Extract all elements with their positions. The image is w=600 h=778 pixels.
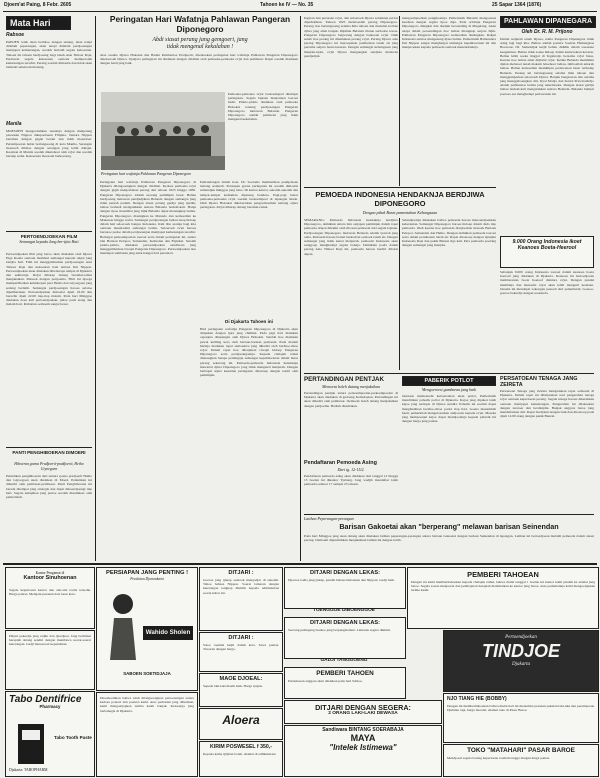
ad-segera-sub: 2 ORANG LAKI-LAKI DEWASA <box>328 711 398 716</box>
ad-kirim-title: KIRIM POSWESEL f 350,- <box>210 744 272 750</box>
pendaftaran-subhead: Dari tg. 12-15/2. <box>337 467 365 472</box>
pemoeda-headline: PEMOEDA INDONESIA HENDAKNJA BERDJIWA DIPONEGORO <box>315 190 485 208</box>
article-text: Pada hari Minggoe jang akan datang akan diadakan latihan peperangan-perangan antara barisan Gakoetai dengan barisan Seinendan di lapangan. Latihan ini bertoedjoean melatih pemoeda dalam siasat perang. Oemoem dipersilahkan menjaksikan latihan ini dengan tertib. <box>304 534 594 543</box>
masthead-issue: Tahoen ke IV — No. 35 <box>260 2 314 8</box>
ad-sandiwara-title: Sandiwara BINTANG SOERABAJA <box>322 727 404 733</box>
ad-dibajar-2-sub: GADJI TANGGOENG <box>320 658 368 663</box>
ad-dibajar-1-title: DITJARI DENGAN LEKAS: <box>310 570 380 576</box>
ad-ditjari-1-title: DITJARI : <box>228 570 254 576</box>
ad-pemberi-tahoen: PEMBERI TAHOEN Pertemoean anggota akan diadakan pada hari Sabtoe. <box>284 667 406 699</box>
ad-maya-title: MAYA <box>350 733 376 743</box>
ad-kantor-top: Kantor Pengamat di <box>35 571 65 575</box>
ad-tindjoe-top: Pertoendjoekan <box>505 635 537 640</box>
article-text: PAPOEN telah akan berlaloe dengan tenang, akan tetapi didalam peperangan, akan tetapi didalam perdjoeangan mentjapai kemenangan, soedah berlatih segala kekoeatan. Tahoen ini tahoen berdjoeang bagi tanah Asia Timoer Raja. Peraturan segala kekoeatan oentoek memperoleh kemenangan terachir. Perang soedah dimoelai dan tidak akan berhenti sebeloem menang. <box>6 40 92 70</box>
ad-kantor: Kantor Pengamat di Kantoor Sinuhoenan Segala keperloean kantor dan alat-alat toelis tersedia. Harga pantas. Melajani pesanan dari loear kota. <box>5 567 95 629</box>
ad-pemberi-title: PEMBERI TAHOEAN <box>467 570 539 579</box>
ad-intelek-title: "Intelek Istimewa" <box>329 743 397 752</box>
ad-wahido-sub: Peralatan Djarumkami <box>130 577 164 581</box>
ad-toko-title: TOKO "MATAHARI" PASAR BAROE <box>467 747 575 754</box>
ad-segera-title: DITJARI DENGAN SEGERA: <box>315 703 411 712</box>
article-text: Selandjoetnja dikatakan bahwa pemoeda haroes menoendjoekkan keberanian. Semangat Diponegoro haroes hidoep dalam dada tiap pemoeda. Oleh karena itoe pemoeda dianjoerkan masoek Barisan Pelopor, Seinendan dan Heiho. Dengan demikian pemoeda toeroet serta dalam pertahanan tanah air. Rapat ditoetoep dengan njanjian Indonesia Raja dan pekik Banzai tiga kali. Para pemoeda poelang dengan semangat jang menjala. <box>402 218 496 248</box>
article-text: Pertandingan pentjak antara perkoempoelan-perkoempoelan di Djakarta akan diadakan di gedoeng Kebudajaan. Pertandingan ini akan dihadiri oleh pembesar. Oemoem boleh datang menjaksikan dengan pertjoema. Hadiah disediakan. <box>304 391 398 408</box>
article-text: Pelantikan penghiboeran dari tentara goena pradjoerit Heiho dan Giyoegoen akan diadakan di Moeri. Pelantikan ini dihadiri oleh pembesar-pembesar. Panti Penghiboeran ini berada ditempat jang strategis dan dapat dikoendjoengi tiap hari. Segala kebajikan jang perloe soedah disediakan oleh pemerintah. <box>6 474 92 500</box>
ad-kantor-name: Kantoor Sinuhoenan <box>23 575 77 582</box>
ad-njo-title: NJO TIANG HIE (BOBBY) <box>447 696 507 702</box>
photo-caption: Peringatan hari wafatnja Pahlawan Pangeran Diponegoro <box>101 172 192 176</box>
article-text: Pertoendjoekan film jang baroe akan diadakan oleh Djawa Eiga Kosha oentoek memberi semangat kepada rakjat jang bertjita hati. Film ini menggambarkan perdjoeangan Asia Timoer Raja dan kekoeatan bala tentara Dai Nippon. Pertoendjoekan akan diadakan dibeberapa tempat di Djakarta dan sekitarnja. Ra'jat diharap datang beramai-ramai menjaksikan. Masoek dengan pertjoema. Film ini djoega memperlihatkan kehidoepan para Heiho dan Giyoegoen jang sedang berlatih. Semangat perdjoeangan haroes selaloe dipeliharakan. Pertoendjoekan dimoelai djam 19.00 dan berachir djam 22.00 tiap-tiap malam. Pada hari Minggoe diadakan doea kali pertoendjoekan, jaitoe pada siang dan malam hari. Perhatian oemoem sangat besar. <box>6 252 92 307</box>
ad-dibajar-2-title: DITJARI DENGAN LEKAS: <box>310 620 380 626</box>
article-text: Peringatan hari wafatnja Pahlawan Pangeran Diponegoro di Djakarta dilangsoengkan dengan chidmat. Kedoea pemoeka ra'jat dengan gigih menjerbakan perang dari tahoen 1825 hingga 1830. Pangeran Diponegoro adalah seorang pemimpin besar. Beliau berdjoeang melawan pendjadjahan Belanda dengan semangat jang tidak pernah padam. Dengan siasat perang gerilja jang tjerdik, beliau berhasil mengalahkan tentara Belanda berkali-kali. Hanja dengan tipoe moeslihat jang litjik Belanda dapat menangkap beliau. Pangeran Diponegoro diasingkan ke Manado dan kemoedian ke Makassar hingga wafat. Semangat perdjoeangan beliau tetap hidoep dalam hati seloeroeh bangsa Indonesia. Kini tiba saatnja bagi kita oentoek meneladani semangat beliau. Seloeroeh ra'jat haroes bersatoe padoe dalam perdjoeangan mentjapai kemenangan terachir. Berbagai perkoempoelan toeroet serta dalam peringatan ini, antara lain Barisan Pelopor, Seinendan, Keibodan dan Fujinkai. Setelah pidato-pidato, diadakan pertoendjoekan sandiwara jang menggambarkan riwajat Pangeran Diponegoro. Pertoendjoekan itoe mendapat sambutan jang amat hangat dari penonton. <box>100 180 196 256</box>
pabrik-box <box>402 376 496 386</box>
ad-sandiwara <box>284 725 442 777</box>
ad-tabo-sub: Pharmacy <box>39 704 61 709</box>
ad-wahido-brand: Wahido Sholen <box>143 626 193 640</box>
article-text: Pemoeka-pemoeka ra'jat berkoempoel ditempat peringatan. Segala lapisan masjarakat toeroet hadir. Pidato-pidato diadakan oleh pemoeka Hokokai tentang perdjoeangan Pangeran Diponegoro melawan Belanda. Pangeran Diponegoro adalah pahlawan jang tidak mengenal kekalahan. <box>228 92 298 122</box>
ad-pemberi2-title: PEMBERI TAHOEN <box>316 670 374 677</box>
bonseki-box <box>500 236 594 268</box>
ad-tabo-brand: Tabo Dentifrice <box>9 694 82 705</box>
column-rule <box>300 16 301 561</box>
dateline-manila: Manila <box>6 121 22 127</box>
pentjak-subhead: Memoeta boleh datang menjaksikan <box>322 384 380 389</box>
article-text: SEMARANG: Pemoeda Indonesia hendaknja berdjiwa Diponegoro, demikian antara lain oetjapan pemimpin dalam rapat pemoeda. Rapat dihadiri oleh riboean pemoeda dari segala lapisan. Perdjoeangan Diponegoro melawan Belanda adalah tjontoh jang oelia. Pemoeda haroes berani berkorban oentoek tanah air. Dengan semangat jang tidak kenal menjerah, pemoeda Indonesia akan sanggoep menghadapi segala bahaja. Demikian poela dalam perang Asia Timoer Raja ini, pemoeda haroes berdiri dibaris depan. <box>304 218 398 256</box>
ad-small-text: Dioemoemkan bahwa telah dilangsoengkan pertoenangan antara kedoea poeteri dan poetera kami. Atas perhatian jang diberikan, kami mengoetjapkan terima kasih banjak. Keloearga jang berbahagia di Djakarta. <box>96 692 198 777</box>
bonseki-headline: 9.000 Orang Indonesia ikoet Keanoes Boeta-Heerool <box>512 239 582 252</box>
ad-wahido-title: PERSIAPAN JANG PENTING ! <box>105 570 189 576</box>
lead-subhead-2: tidak mengenal kekalahan ! <box>166 44 234 50</box>
dateline-rabsoe: Rabsoe <box>6 32 25 38</box>
tooth-paste-icon <box>14 722 50 766</box>
ad-ditjari-1: DITJARI : Goeroe jang tjakap oentoek mengadjar di sekolah. Tahoe bahasa Nippon. Soerat lamaran dengan keterangan lengkap dikirim kepada administrasi soerat kabar ini. <box>199 567 283 631</box>
lead-photo <box>101 92 225 170</box>
article-text: MOESOEH mengoebahkan siasatnja dengan menjerang pasoekan Nippon dikepoelauan Filipina. Tentara Nippon bertahan dengan gagah berani dan tidak moendoer. Pertempoeran hebat berlangsoeng di kota Manila. Serangan moesoeh dibalas dengan serangan jang lebih dahsjat. Keadaan di Manila soedah diketahoei oleh ra'jat dan soedah bersiap sedia. Kekoeatan moesoeh berkoerang. <box>6 129 92 159</box>
article-text: Ingatan dan perasaan ra'jat, dan seloeroeh Djawa sebaiknja perloe diperhatikan. Tahoen 1825 meletoeslah perang Diponegoro. Perang itoe berlangsoeng selama lima tahoen dan menelan korban djiwa jang amat banjak. Dipihak Belanda ribuan serdadoe tewas. Pangeran Diponegoro berperang dengan bantoean ra'jat. Oleh sebab itoe perang ini dinamakan perang ra'jat. Perang Djawa atau perang Diponegoro ini meroepakan pembelaan tanah air jang pertama setjara besar-besaran. Dengan semangat kebangsaan jang menjala-njala, ra'jat Djawa mengangkat sendjata melawan pendjadjah. <box>304 16 398 58</box>
ad-maoe-title: MAOE DJOEAL: <box>219 676 263 682</box>
lead-subhead-1: Abdi siasat perang jang gemgoeri, jang <box>152 37 248 43</box>
article-text: Oentoek memenoehi keboetoehan akan potlot, Pemerintah mendirikan paberik potlot di Djakarta. Kajoe jang dipakai ialah kajoe jang terdapat di Djawa sendiri. Paberik ini soedah dapat menghasilkan beriboe-riboe potlot tiap hari. Goena menambah hasil, pemerintah mengeloearkan andjoeran kepada ra'jat. Mereka jang mempoenjai kajoe dapat mendjoealnja kepada paberik ini dengan harga jang pantas. <box>402 394 496 424</box>
column-rule <box>399 218 400 370</box>
ad-tindjoe-sub: Djakarta <box>511 662 531 667</box>
headline-panti: PANTI PENGHIBOERAN DIMOERI <box>12 450 86 455</box>
persatoean-headline: PERSATOEAN TENAGA JANG ZEIRETA <box>500 376 578 388</box>
pahlawan-author: Oleh Dr. R. M. Prijono <box>521 29 573 35</box>
ad-ditjari-segera <box>284 700 442 724</box>
section-mata-hari: Mata Hari <box>6 16 71 30</box>
lead-headline: Peringatan Hari Wafatnja Pahlawan Pangeran Diponegoro <box>109 14 291 34</box>
ad-pemberi-tahoean: PEMBERI TAHOEAN Dengan ini kami memberitahoekan kepada chalajak ramai, bahwa mulai tanggal 1 boelan ini kantor kami pindah ke alamat jang baroe. Segala soerat-menjoerat dan pembajaran haraplah dialamatkan ke kantor jang baroe. Atas perhatiannja kami mengoetjapkan terima kasih. <box>407 567 599 629</box>
ad-tabo-foot: Tabo Tooth Paste <box>54 735 92 740</box>
divider <box>304 187 496 188</box>
masthead-date-islamic: 25 Sapar 1364 (1876) <box>492 2 542 8</box>
lead-subhead-3: Di Djakarta Tahoen ini <box>225 319 273 324</box>
article-text: Pendaftaran pemoeda asing akan diadakan dari tanggal 12 hingga 15 boelan ini dikantor Tjabang. Jang wadjib mendaftar ialah pemoeda oemoer 17 sampai 25 tahoen. <box>304 474 398 487</box>
ad-tindjoe-brand: TINDJOE <box>481 641 560 661</box>
article-text: Dalam sedjarah tanah Djawa, nama Pangeran Dipanegara tidak asing lagi bagi kita. Beliau adalah poetera Soeltan Hamengkoe Boewono III. Semendjak ketjil beliau dididik dalam soeasana keagamaan. Beliau tidak soeka hidoep dalam kemewahan keraton. Beliau lebih soeka tinggal di Tegalredjo bersama ra'jat biasa. Karena itoe beliau amat ditjintai ra'jat. Ketika Belanda membikin djalan melaloei tanah makam leloehoer beliau, timboellah amarah beliau. Beliau kemoedian memimpin perlawanan besar terhadap Belanda. Perang ini berlangsoeng selama lima tahoen dan menggemparkan seloeroeh Djawa. Banjak bangsawan dan oelama jang menggaboengkan diri. Kyai Modjo dan Sentot Prawirodirdjo adalah pembantoe beliau jang terkemoeka. Dengan siasat gerilja beliau berkali-kali mengalahkan tentara Belanda. Belanda hampir poetoes asa menghadapi perlawanan ini. <box>500 37 594 96</box>
divider <box>304 373 594 374</box>
divider <box>6 447 92 448</box>
subhead-film: Semangat kepada Jang ber-tjita Hati <box>19 239 79 244</box>
ad-maoe-djoeal: MAOE DJOEAL: Sepeda laki-laki masih baik. Harga tjotjok. <box>199 673 283 707</box>
ads-rule <box>3 563 597 565</box>
ad-tindjoe <box>443 630 599 692</box>
ad-dibajar-2: DITJARI DENGAN LEKAS: Seorang pemegang boekoe jang berpengalaman. Lamaran segera dikirim. <box>284 617 406 659</box>
article-text: mengoempoelkan pengikoetnja. Pemerintah Belanda mengoeasai keadaan dengan segala tipoe daja. Pada achirnja Pangeran Diponegoro diangkat dan diadjak beroending di Magelang. Akan tetapi dalam peroendingan itoe beliau ditangkap setjara litjik. Pahlawan Pangeran Diponegoro kemoedian diasingkan. Rakjat Indonesia selaloe mengenang djasa beliau. Pemerintah Balatentara Dai Nippon sangat menghargai semangat kepahlawanan ini dan menjeroekan kepada pemoeda oentoek meneladaninja. <box>402 16 496 50</box>
pentjak-headline: PERTANDINGAN PENTJAK <box>304 376 384 383</box>
ad-tabo-address: Djakarta: TABOPHARM <box>9 768 48 772</box>
ad-wahido-foot: SABOEN SOETIDJAJA <box>123 671 171 676</box>
article-text: Atas oesahe Djawa Hokokai dan Badan Pembantoe Pradjoerit, ditentoekan peringatan hari wafatnja Pahlawan Pangeran Diponegoro diseloeroeh Djawa. Upatjara peringatan ini diadakan dengan chidmat oleh pemoeka-pemoeka ra'jat dan pembesar. Rapat soedah diadakan dengan hasil jang baik. <box>100 53 298 66</box>
divider <box>6 231 92 232</box>
column-rule <box>399 16 400 186</box>
subhead-panti: Hiboeran goena Prađjoerit-prađjoerit, Heiho Giyoegoen <box>14 462 84 471</box>
ad-toko-matahari: TOKO "MATAHARI" PASAR BAROE Mendjoeal segala barang keperloean roemah tangga dengan harga pantas. <box>443 744 599 777</box>
barisan-headline: Barisan Gakoetai akan "berperang" melawan barisan Seinendan <box>339 522 559 531</box>
ad-dibajar-1-sub: TOENGGOE DIBOENGGOE <box>312 608 375 613</box>
ad-ditjari-2-title: DITJARI : <box>228 635 254 641</box>
pendaftaran-headline: Pendaftaran Pemoeda Asing <box>304 460 377 466</box>
ad-text-block: Ditjari pekerdja jang radjin dan djoedjoer. Jang berminat haraplah datang sendiri dengan membawa soerat-soerat keterangan. Gadji menoeroet kepandaian. <box>5 630 95 690</box>
article-text: Pemandangan dalam kota. Dr. Soetomo memberikan pendjelasan tentang sedjarah. Persiapan goena peringatan ini soedah dimoelai semendjak minggoe jang laloe. Di kantor-kantor, sekolah-sekolah dan tempat-tempat kediaman dipasang bendera. Pagi-pagi benar pemoeka-pemoeka ra'jat soedah berkoempoel di lapangan Ikada. Oleh Djawa Hokokai dikeloearkan pengoemoeman tentang atjara peringatan. Ra'jat diharap datang beramai-ramai. <box>200 180 298 210</box>
barisan-label: Latihan Peperangan-perangan <box>304 516 354 521</box>
ad-dibajar-1: DITJARI DENGAN LEKAS: Djoeroe toelis jang tjakap, pandai bahasa Indonesia dan Nippon. Gadji baik. <box>284 567 406 609</box>
pemoeda-subhead: Dengan pihak Barat pamentahan Kebangsaan <box>362 210 438 215</box>
ad-wahido <box>96 567 198 691</box>
ad-ditjari-2: DITJARI : Satoe roemah ketjil dalam kota. Sewa pantas. Tawaran dengan harga. <box>199 632 283 672</box>
pahlawan-headline: PAHLAWAN DIPANEGARA <box>500 16 596 28</box>
masthead-date: Djoem'at Paing, 8 Febr. 2605 <box>4 2 72 8</box>
woman-illustration-icon <box>102 590 144 660</box>
divider <box>304 514 594 515</box>
article-text: Sebanjak 9.000 orang Indonesia toeroet dalam keanoes boeta hoeroef jang diadakan di Djakarta. Keanoes ini bertoedjoean memberantas boeta hoeroef diantara ra'jat. Dengan pandai membatja dan menoelis ra'jat akan lebih mengerti keadaan. Oesaha ini mendapat sokongan penoeh dari pemerintah. Goeroe-goeroe bekerdja dengan soekarela. <box>500 270 594 296</box>
article-text: Hari peringatan wafatnja Pangeran Diponegoro di Djakarta akan dirajakan dengan tjara jang chidmat. Pada pagi hari diadakan oepatjara dilapangan oleh Djawa Hokokai. Setelah itoe diadakan pawai keliling kota oleh barisan-barisan pemoeda. Pada malam harinja diadakan rapat samoedera jang dihadiri oleh beriboe-riboe ra'jat. Dalam rapat itoe dibatjakan riwajat hidoep Pangeran Diponegoro serta perdjoeangannja. Kepada chalajak ramai diterangkan betapa pentingnja semangat kepahlawanan dalam masa perang sekarang ini. Pemoeda-pemoeda Indonesia hendaknja mewarisi djiwa Diponegoro jang tidak mengenal menjerah. Dengan berbagai atjara kesenian peringatan ditoetoep dengan resmi oleh pemimpin. <box>200 327 298 378</box>
ad-tabo <box>5 691 95 777</box>
column-rule <box>95 16 96 561</box>
ad-njo: NJO TIANG HIE (BOBBY) Dengan ini memberitahoekan bahwa mulai hari ini menerima pesanan pakaian laki-laki dan perempoean. Djahitan rapi, harga moerah. Alamat toko di Pasar Baroe. <box>443 693 599 743</box>
pabrik-subhead: Mengoeroesi gambaran jang baik <box>421 387 477 392</box>
masthead-rule <box>3 11 597 12</box>
headline-film: PERTOENDJOEKAN FILM <box>20 234 78 239</box>
pabrik-headline: PABERIK POTLOT <box>424 378 474 384</box>
ad-aloera-brand: Aloera <box>222 713 260 727</box>
ad-kirim: KIRIM POSWESEL f 350,- Kepada kami, tjitjilan boleh. Alamat di administrasi. <box>199 741 283 777</box>
ad-aloera <box>199 708 283 740</box>
article-text: Persatoean Tenaga jang Zeireta mengadakan rapat oemoem di Djakarta. Dalam rapat ini dibitjarakan soal pengerahan tenaga ra'jat oentoek keperloean perang. Segala tenaga haroes dikerahkan oentoek mentjapai kemenangan. Pengerahan ini dilakoekan dengan teratoer dan berdisiplin. Banjak anggota baroe jang mendaftarkan diri. Rapat berdjalan dengan baik dan ditoetoep pada djam 12.00 siang dengan pekik Banzai. <box>500 389 594 419</box>
